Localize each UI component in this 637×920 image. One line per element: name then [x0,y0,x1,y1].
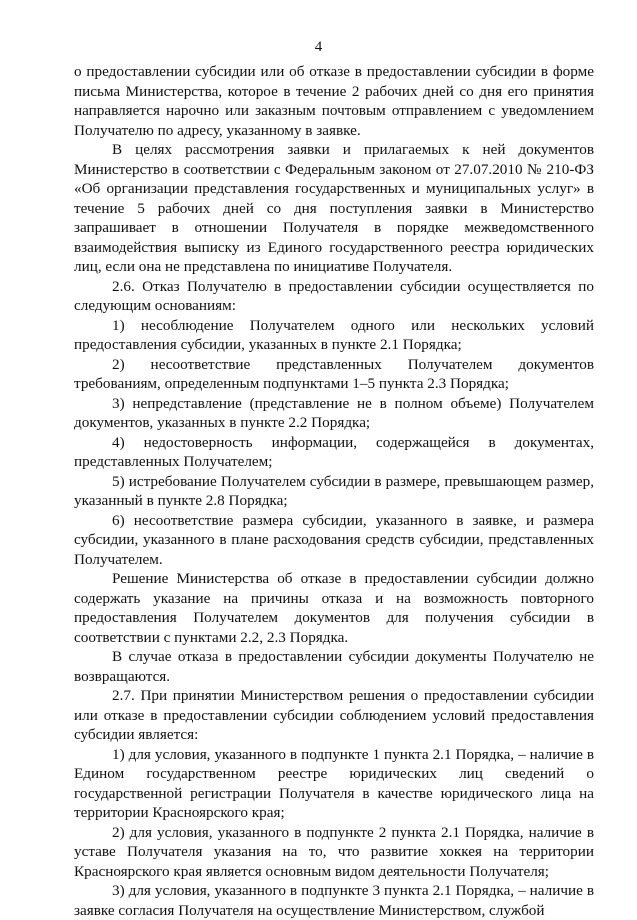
paragraph-2-6-heading: 2.6. Отказ Получателю в предоставлении субсидии осуществляется по следующим основаниям: [74,277,594,314]
page-number: 4 [314,39,323,55]
paragraph-continuation: о предоставлении субсидии или об отказе в предоставлении субсидии в форме письма Министерства, которое в течение 2 рабочих дней со дня его принятия направляется нарочно или заказным почтовым отправлением с уведомлением Получателю по адресу, указанному в заявке. [74,63,594,139]
list-item-refusal-1: 1) несоблюдение Получателем одного или нескольких условий предоставления субсидии, указанных в пункте 2.1 Порядка; [74,316,594,353]
list-item-refusal-6: 6) несоответствие размера субсидии, указанного в заявке, и размера субсидии, указанного в плане расходования средств субсидии, представленных Получателем. [74,511,594,568]
list-item-refusal-5: 5) истребование Получателем субсидии в размере, превышающем размер, указанный в пункте 2.8 Порядка; [74,472,594,509]
paragraph-refusal-decision: Решение Министерства об отказе в предоставлении субсидии должно содержать указание на причины отказа и на возможность повторного предоставления Получателем документов для получения субсидии в соответствии с пунктами 2.2, 2.3 Порядка. [74,570,594,646]
list-item-refusal-2: 2) несоответствие представленных Получателем документов требованиям, определенным подпунктами 1–5 пункта 2.3 Порядка; [74,355,594,392]
list-item-refusal-4: 4) недостоверность информации, содержащейся в документах, представленных Получателем; [74,433,594,470]
list-item-condition-1: 1) для условия, указанного в подпункте 1 пункта 2.1 Порядка, – наличие в Едином государственном реестре юридических лиц сведений о государственной регистрации Получателя в качестве юридического лица на территории Красноярского края; [74,745,594,821]
list-item-refusal-3: 3) непредставление (представление не в полном объеме) Получателем документов, указанных в пункте 2.2 Порядка; [74,394,594,431]
paragraph-documents-not-returned: В случае отказа в предоставлении субсидии документы Получателю не возвращаются. [74,648,594,685]
document-body [74,62,594,920]
list-item-condition-3: 3) для условия, указанного в подпункте 3 пункта 2.1 Порядка, – наличие в заявке согласия Получателя на осуществление Министерством, службой [74,882,594,919]
paragraph-2-7-heading: 2.7. При принятии Министерством решения о предоставлении субсидии или отказе в предоставлении субсидии соблюдением условий предоставления субсидии является: [74,687,594,743]
paragraph-interagency-request: В целях рассмотрения заявки и прилагаемых к ней документов Министерство в соответствии с Федеральным законом от 27.07.2010 № 210-ФЗ «Об организации представления государственных и муниципальных услуг» в течение 5 рабочих дней со дня поступления заявки в Министерство запрашивает в отношении Получателя в порядке межведомственного взаимодействия выписку из Единого государственного реестра юридических лиц, если она не представлена по инициативе Получателя. [74,141,594,275]
list-item-condition-2: 2) для условия, указанного в подпункте 2 пункта 2.1 Порядка, наличие в уставе Получателя указания на то, что развитие хоккея на территории Красноярского края является основным видом деятельности Получателя; [74,823,594,880]
